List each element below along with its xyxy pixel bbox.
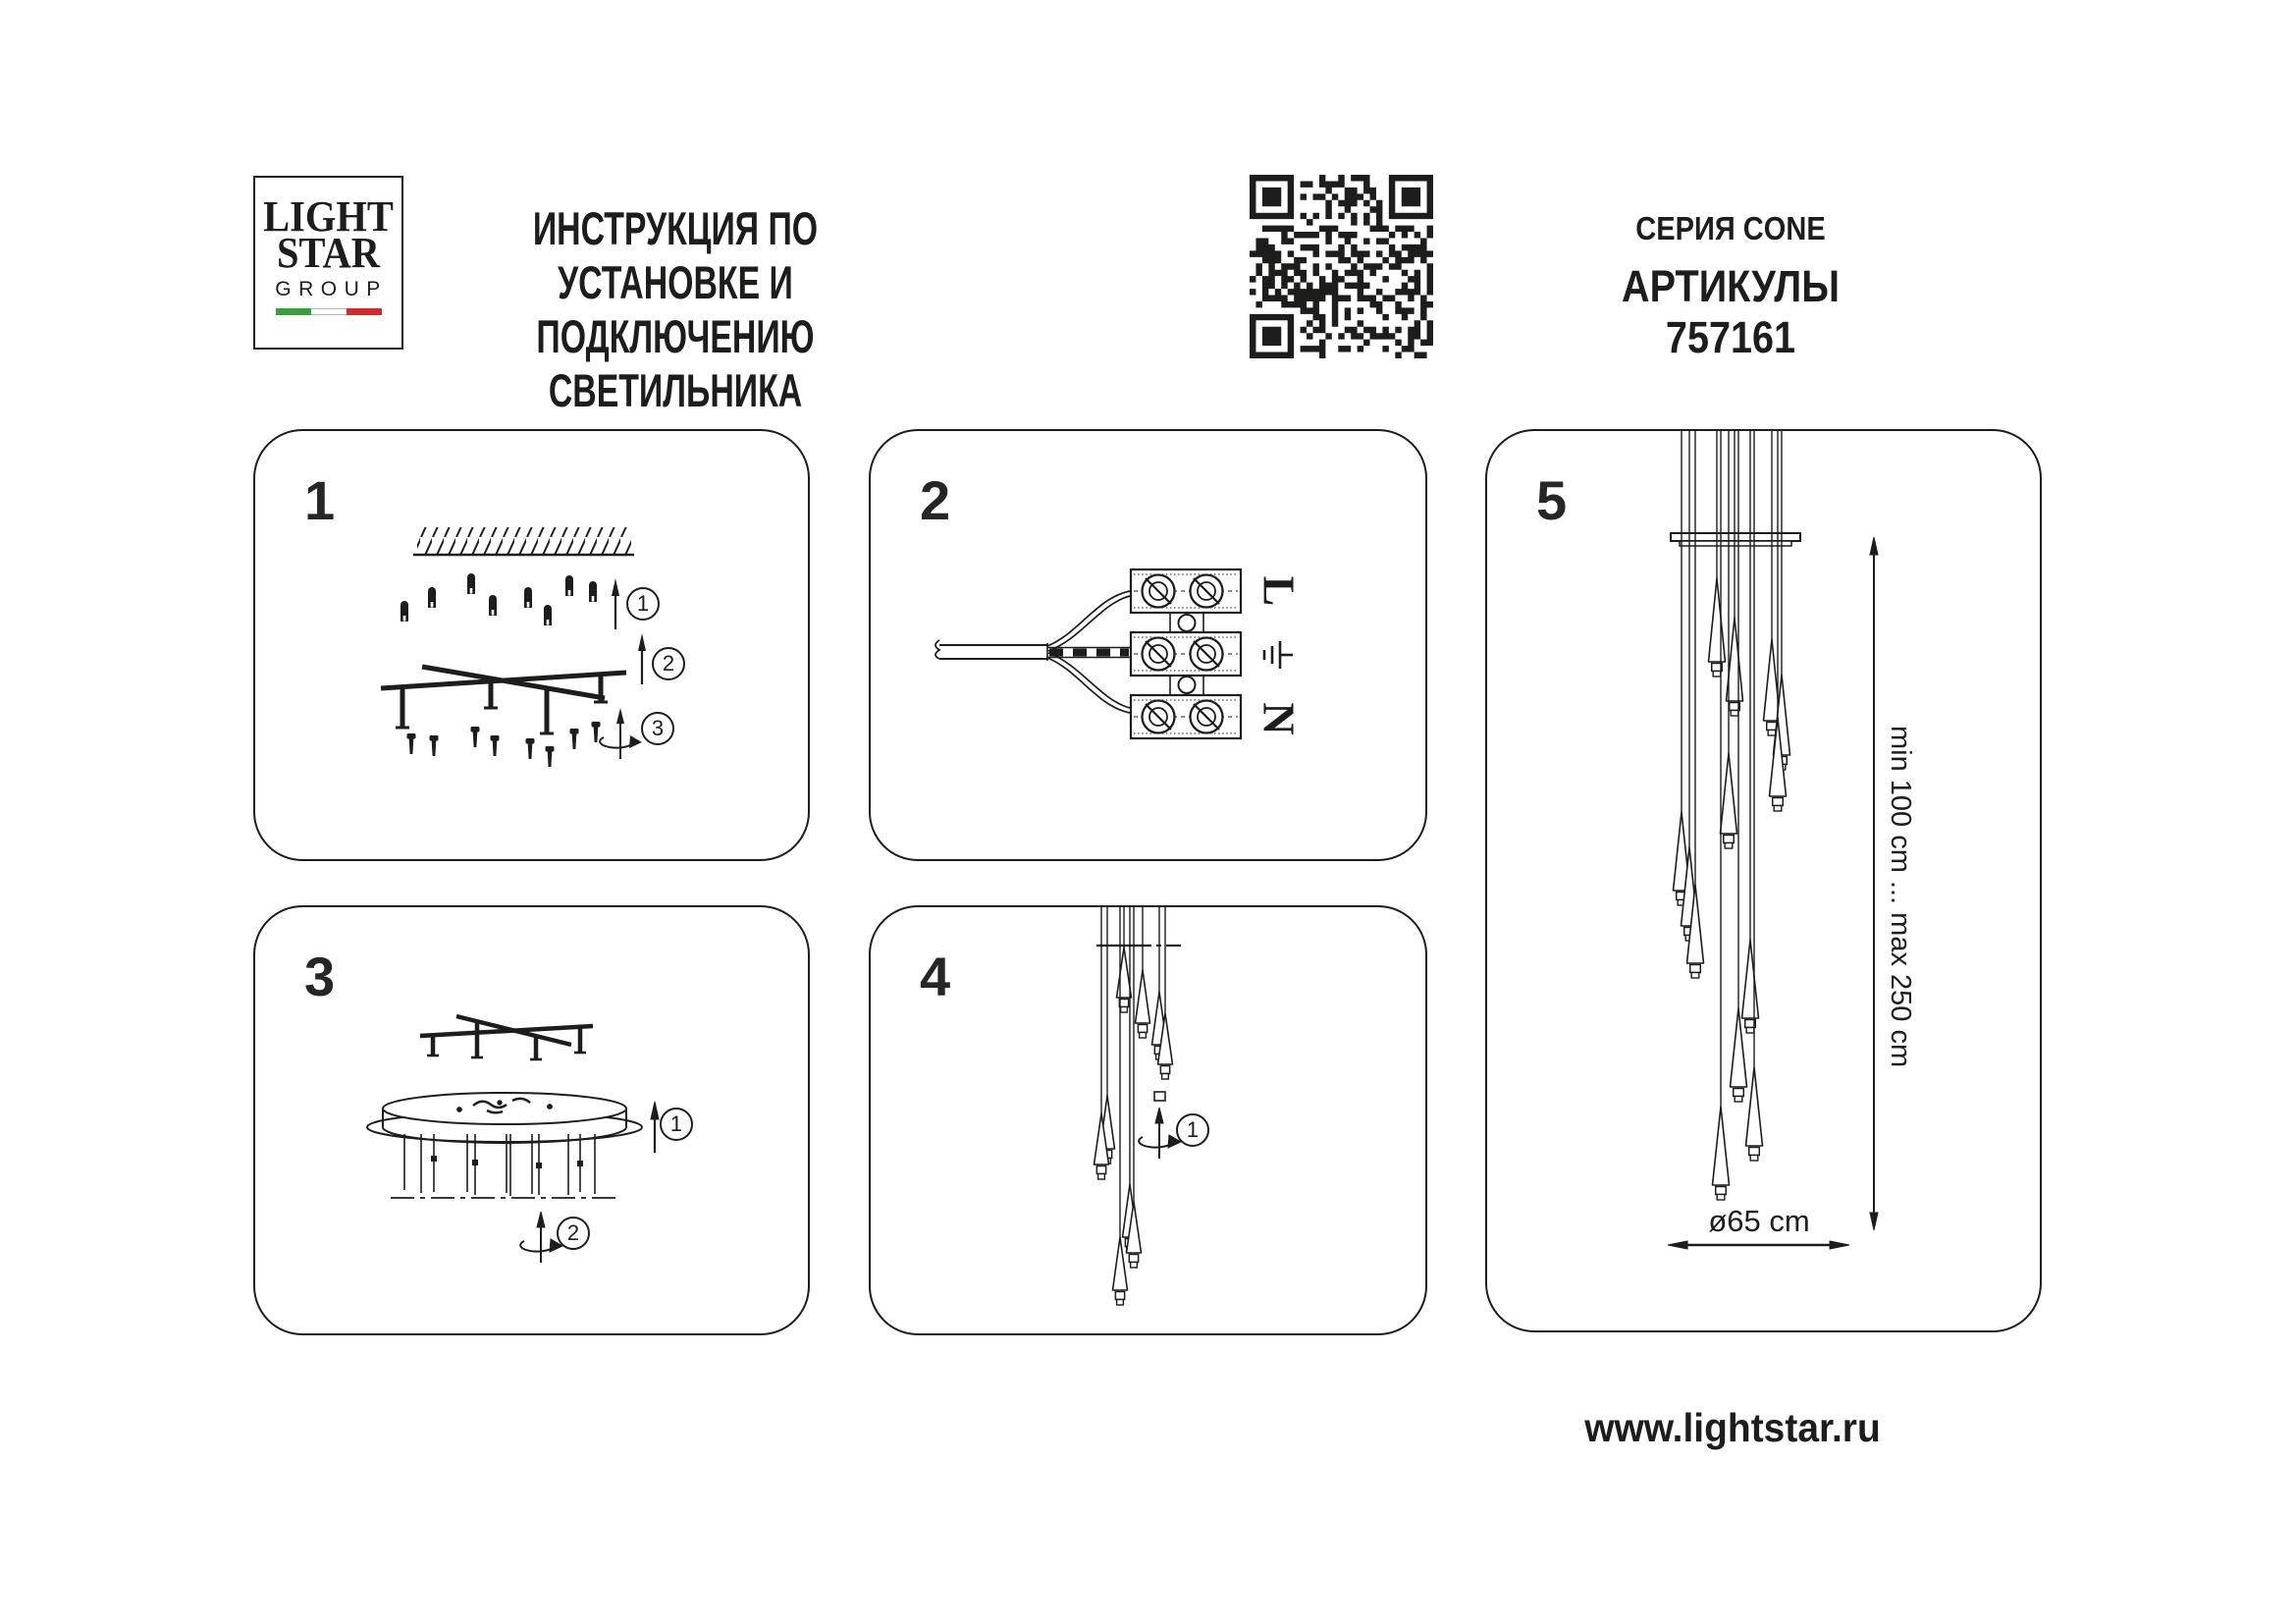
step-badge-2: 2	[557, 1217, 590, 1250]
logo-word-light: LIGHT	[263, 192, 394, 241]
step-badge-1: 1	[1176, 1113, 1209, 1147]
panel-3-canopy	[253, 905, 810, 1335]
panel-number: 2	[920, 469, 951, 531]
panel-number: 1	[304, 469, 336, 531]
height-range-label: min 100 cm ... max 250 cm	[1885, 726, 1916, 1068]
panel-number: 4	[920, 946, 951, 1007]
cross-bracket	[381, 667, 626, 733]
panel-number: 5	[1536, 469, 1568, 531]
wire-neutral	[1047, 653, 1130, 713]
terminal-blocks	[1131, 569, 1241, 738]
arrow-up-step2	[638, 633, 646, 684]
page-title-line2: ПОДКЛЮЧЕНИЮ СВЕТИЛЬНИКА	[536, 309, 815, 416]
diagram-mounting-anchors	[255, 431, 808, 859]
panel-number: 3	[304, 946, 336, 1007]
panel-5-dimensions	[1485, 429, 2042, 1332]
panel-1-ceiling-anchors	[253, 429, 810, 861]
cross-bracket	[420, 1016, 593, 1059]
page-title	[440, 202, 911, 418]
logo-word-star: STAR	[277, 228, 380, 277]
series-name: СЕРИЯ CONE	[1635, 210, 1826, 246]
diameter-label: ø65 cm	[1708, 1204, 1810, 1238]
qr-code	[1250, 175, 1433, 358]
label-neutral: N	[1254, 702, 1305, 735]
height-dimension-arrow	[1870, 537, 1878, 1230]
diagram-pendant-caps	[871, 907, 1425, 1333]
lightstar-logo	[253, 176, 403, 350]
diameter-dimension-arrow	[1668, 1241, 1849, 1249]
label-line: L	[1254, 575, 1305, 607]
step-badge-2: 2	[652, 647, 685, 680]
mains-cable	[935, 640, 1047, 661]
wire-earth	[1047, 648, 1131, 658]
series-block	[1529, 210, 1932, 363]
diagram-canopy-mounting	[255, 907, 808, 1333]
earth-symbol	[1264, 641, 1293, 669]
article-number: АРТИКУЛЫ 757161	[1622, 261, 1840, 362]
panel-4-cone-caps	[869, 905, 1427, 1335]
canopy	[367, 1093, 642, 1143]
rotate-arrow-step3	[600, 708, 642, 759]
loose-cap	[1154, 1092, 1165, 1101]
page-title-line1: ИНСТРУКЦИЯ ПО УСТАНОВКЕ И	[532, 202, 819, 308]
step-badge-1: 1	[626, 587, 660, 621]
panel-2-wiring	[869, 429, 1427, 861]
diagram-terminal-connection	[871, 431, 1425, 859]
arrow-up-step1	[612, 578, 619, 629]
diagram-fixture-dimensions	[1487, 431, 2040, 1330]
ceiling-hatch	[417, 527, 631, 554]
logo-word-group: GROUP	[275, 277, 388, 300]
step-badge-1: 1	[660, 1108, 693, 1141]
italian-flag-stripe	[276, 308, 382, 315]
wire-live	[1047, 591, 1130, 651]
rotate-arrow-step1	[1139, 1108, 1181, 1159]
ceiling-plate	[1671, 533, 1800, 546]
website-url: www.lightstar.ru	[1584, 1405, 1881, 1450]
arrow-up-step1	[651, 1102, 659, 1153]
step-badge-3: 3	[641, 712, 674, 745]
